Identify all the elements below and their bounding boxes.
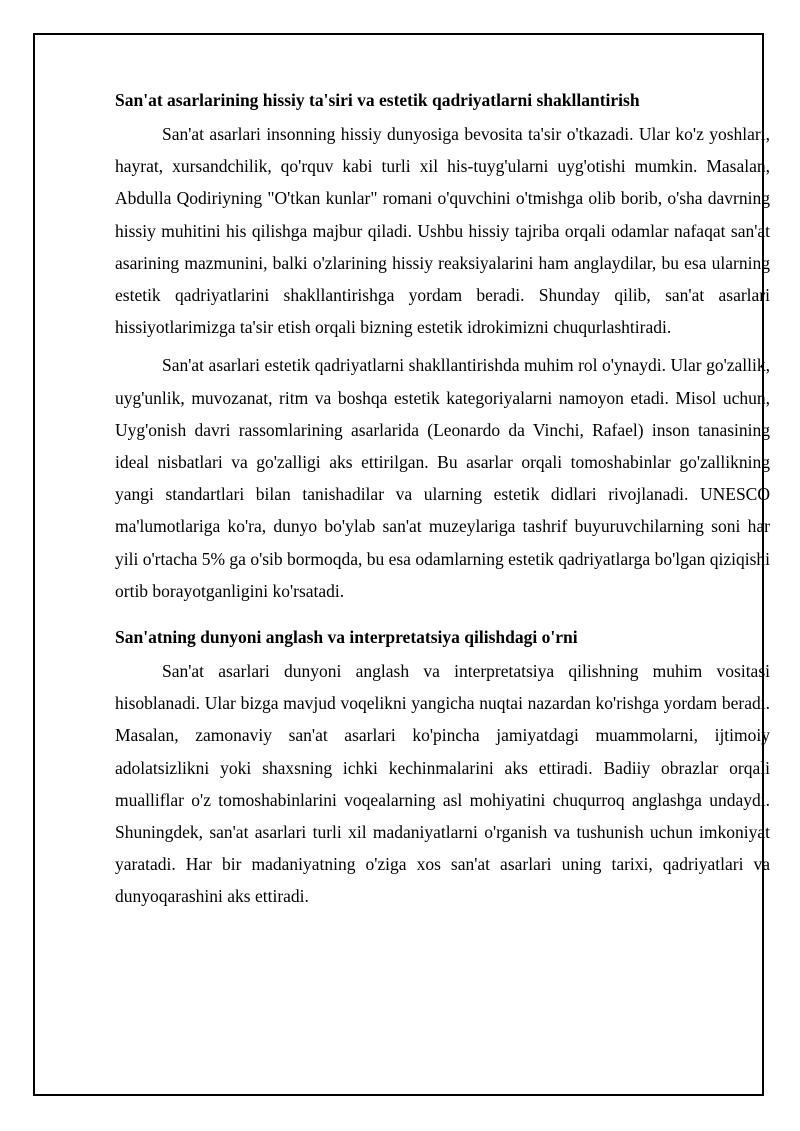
paragraph-aesthetic-values: San'at asarlari estetik qadriyatlarni shakllantirishda muhim rol o'ynaydi. Ular go'zallik, uyg'unlik, muvozanat, ritm va boshqa estetik kategoriyalarni namoyon etadi. Misol uchun, Uyg'onish davri rassomlarining asarlarida (Leonardo da Vinchi, Rafael) inson tanasining ideal nisbatlari va go'zalligi aks ettirilgan. Bu asarlar orqali tomoshabinlar go'zallikning yangi standartlari bilan tanishadilar va ularning estetik didlari rivojlanadi. UNESCO ma'lumotlariga ko'ra, dunyo bo'ylab san'at muzeylariga tashrif buyuruvchilarning soni har yili o'rtacha 5% ga o'sib bormoqda, bu esa odamlarning estetik qadriyatlarga bo'lgan qiziqishi ortib borayotganligini ko'rsatadi. [115,355,771,601]
document-body [115,84,770,919]
section-heading-understanding-world: San'atning dunyoni anglash va interpretatsiya qilishdagi o'rni [115,627,578,648]
section-heading-emotional-impact: San'at asarlarining hissiy ta'siri va estetik qadriyatlarni shakllantirish [115,90,640,110]
paragraph-understanding-world: San'at asarlari dunyoni anglash va interpretatsiya qilishning muhim vositasi hisoblanadi. Ular bizga mavjud voqelikni yangicha nuqtai nazardan ko'rishga yordam beradi. Masalan, zamonaviy san'at asarlari ko'pincha jamiyatdagi muammolarni, ijtimoiy adolatsizlikni yoki shaxsning ichki kechinmalarini aks ettiradi. Badiiy obrazlar orqali mualliflar o'z tomoshabinlarini voqealarning asl mohiyatini chuqurroq anglashga undaydi. Shuningdek, san'at asarlari turli xil madaniyatlarni o'rganish va tushunish uchun imkoniyat yaratadi. Har bir madaniyatning o'ziga xos san'at asarlari uning tarixi, qadriyatlari va dunyoqarashini aks ettiradi. [115,661,770,907]
paragraph-emotional-impact: San'at asarlari insonning hissiy dunyosiga bevosita ta'sir o'tkazadi. Ular ko'z yoshlari, hayrat, xursandchilik, qo'rquv kabi turli xil his-tuyg'ularni uyg'otishi mumkin. Masalan, Abdulla Qodiriyning "O'tkan kunlar" romani o'quvchini o'tmishga olib borib, o'sha davrning hissiy muhitini his qilishga majbur qiladi. Ushbu hissiy tajriba orqali odamlar nafaqat san'at asarining mazmunini, balki o'zlarining hissiy reaksiyalarini ham anglaydilar, bu esa ularning estetik qadriyatlarini shakllantirishga yordam beradi. Shunday qilib, san'at asarlari hissiyotlarimizga ta'sir etish orqali bizning estetik idrokimizni chuqurlashtiradi. [115,124,770,338]
